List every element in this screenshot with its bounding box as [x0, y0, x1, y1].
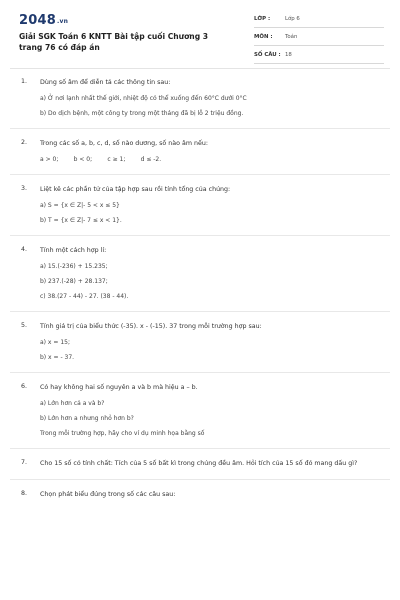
question-number: 8.: [21, 490, 28, 497]
meta-value: Lớp 6: [285, 16, 300, 22]
logo-suffix: .vn: [56, 18, 69, 25]
question-separator: [10, 479, 390, 480]
question-separator: [10, 311, 390, 312]
header-divider: [10, 68, 390, 69]
question-line: a > 0; b < 0; c ≥ 1; d ≤ -2.: [40, 156, 162, 163]
question-line: b) x = - 37.: [40, 354, 75, 361]
meta-row-subject: [254, 32, 384, 46]
question-line: a) S = {x ∈ Z|- 5 < x ≤ 5}: [40, 202, 120, 209]
meta-row-count: [254, 50, 384, 64]
question-separator: [10, 372, 390, 373]
question-number: 7.: [21, 459, 28, 466]
question-separator: [10, 174, 390, 175]
question-2: [0, 139, 400, 164]
question-number: 1.: [21, 78, 28, 85]
question-separator: [10, 235, 390, 236]
question-text: Tính giá trị của biểu thức (-35). x - (-15). 37 trong mỗi trường hợp sau:: [40, 323, 262, 330]
question-line: c) 38.(27 - 44) - 27. (38 - 44).: [40, 293, 129, 300]
question-text: Có hay không hai số nguyên a và b mà hiệu a – b.: [40, 384, 198, 391]
question-1: [0, 78, 400, 118]
meta-panel: [254, 14, 384, 68]
question-number: 6.: [21, 383, 28, 390]
logo-main: 2048: [19, 13, 56, 28]
question-text: Chọn phát biểu đúng trong số các câu sau:: [40, 491, 176, 498]
question-line: b) T = {x ∈ Z|- 7 ≤ x < 1}.: [40, 217, 122, 224]
meta-value: 18: [285, 52, 292, 58]
question-3: [0, 185, 400, 225]
question-line: a) x = 15;: [40, 339, 70, 346]
question-line: a) 15.(-236) + 15.235;: [40, 263, 108, 270]
meta-label: MÔN :: [254, 34, 273, 40]
question-text: Tính một cách hợp lí:: [40, 247, 107, 254]
document-title: Giải SGK Toán 6 KNTT Bài tập cuối Chương 3 trang 76 có đáp án: [19, 32, 209, 52]
question-line: b) Lớn hơn a nhưng nhỏ hơn b?: [40, 415, 134, 422]
question-4: [0, 246, 400, 301]
question-8: [0, 490, 400, 500]
meta-label: SỐ CÂU :: [254, 52, 281, 58]
question-5: [0, 322, 400, 362]
question-line: b) 237.(-28) + 28.137;: [40, 278, 108, 285]
meta-label: LỚP :: [254, 16, 271, 22]
meta-value: Toán: [285, 34, 298, 40]
site-logo[interactable]: [19, 13, 68, 28]
document-header: [0, 0, 400, 62]
question-7: [0, 459, 400, 469]
question-number: 3.: [21, 185, 28, 192]
question-separator: [10, 128, 390, 129]
question-separator: [10, 448, 390, 449]
question-number: 2.: [21, 139, 28, 146]
question-line: Trong mỗi trường hợp, hãy cho ví dụ minh họa bằng số: [40, 430, 205, 437]
question-line: b) Do dịch bệnh, một công ty trong một tháng đã bị lỗ 2 triệu đồng.: [40, 110, 244, 117]
question-text: Trong các số a, b, c, d, số nào dương, số nào âm nếu:: [40, 140, 208, 147]
question-line: a) Lớn hơn cả a và b?: [40, 400, 105, 407]
question-number: 4.: [21, 246, 28, 253]
meta-row-class: [254, 14, 384, 28]
question-number: 5.: [21, 322, 28, 329]
question-6: [0, 383, 400, 438]
question-text: Cho 15 số có tính chất: Tích của 5 số bất kì trong chúng đều âm. Hỏi tích của 15 số đó mang dấu gì?: [40, 460, 358, 467]
question-text: Liệt kê các phần tử của tập hợp sau rồi tính tổng của chúng:: [40, 186, 231, 193]
question-line: a) Ở nơi lạnh nhất thế giới, nhiệt độ có thể xuống đến 60°C dưới 0°C: [40, 95, 247, 102]
question-text: Dùng số âm để diễn tả các thông tin sau:: [40, 79, 171, 86]
question-list: [0, 78, 400, 500]
